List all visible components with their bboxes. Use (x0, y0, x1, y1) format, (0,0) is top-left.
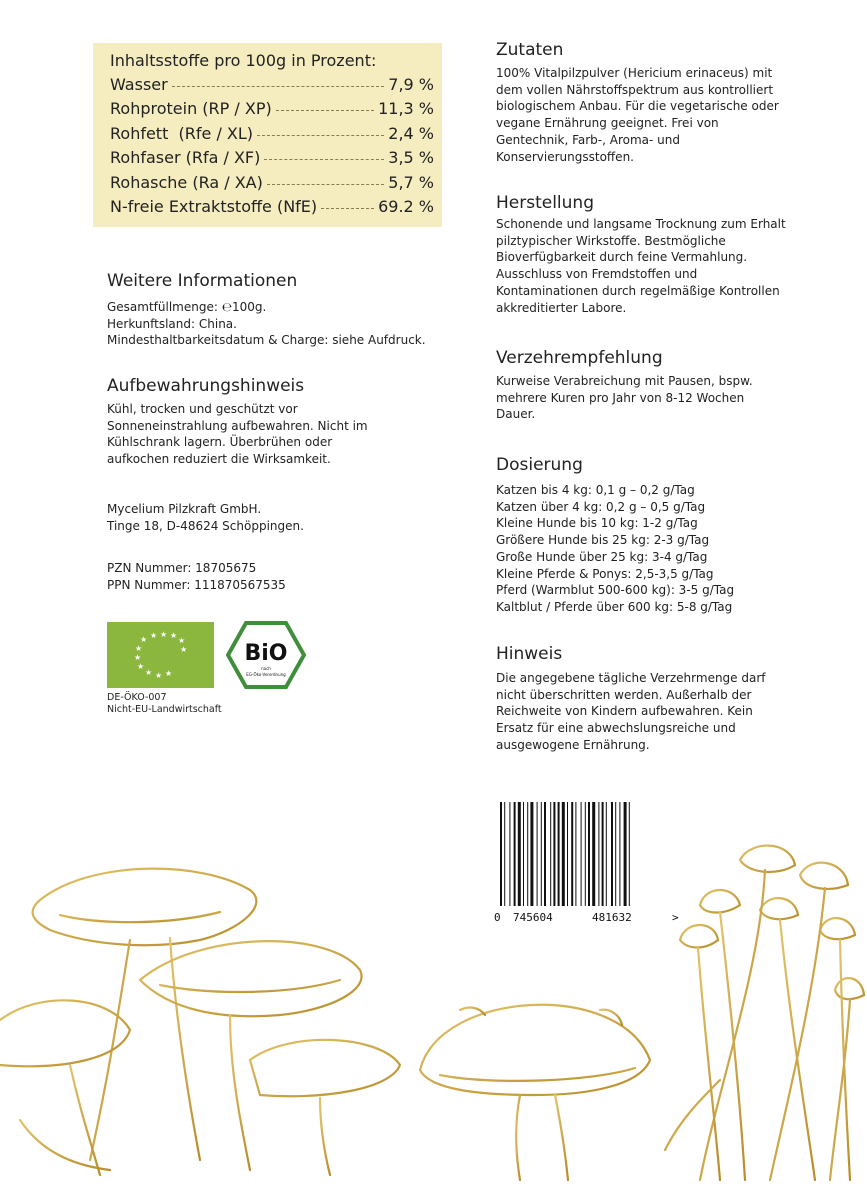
notice-text: Die angegebene tägliche Verzehrmenge darf nicht überschritten werden. Außerhalb der Reichweite von Kindern aufbewahren. Kein Ersatz für eine abwechslungsreiche und ausgewogene Ernährung. (496, 671, 766, 752)
bio-logo-text: BiO (244, 641, 288, 666)
storage-text: Kühl, trocken und geschützt vor Sonneneinstrahlung aufbewahren. Nicht im Kühlschrank lagern. Überbrühen oder aufkochen reduziert die Wirksamkeit. (107, 402, 368, 467)
eu-leaf-stars-icon (107, 622, 214, 688)
mushroom-drawing-icon (0, 820, 867, 1182)
svg-text:★: ★ (137, 662, 145, 671)
eco-control-code: DE-ÖKO-007 (107, 692, 167, 703)
svg-text:★: ★ (140, 635, 148, 644)
pzn-number: PZN Nummer: 18705675 (107, 561, 257, 575)
dosage-list (496, 482, 734, 616)
dosage-line: Katzen bis 4 kg: 0,1 g – 0,2 g/Tag (496, 483, 695, 497)
bio-logo-sub2: EG-Öko-Verordnung (246, 672, 286, 677)
nutrient-value: 7,9 % (388, 75, 434, 94)
fill-amount: Gesamtfüllmenge: ℮100g. (107, 300, 267, 314)
country-of-origin: Herkunftsland: China. (107, 316, 237, 331)
nutrient-row-fiber (110, 146, 434, 170)
recommendation-heading: Verzehrempfehlung (496, 348, 663, 368)
nutrient-value: 5,7 % (388, 172, 434, 192)
dosage-line: Kleine Pferde & Ponys: 2,5-3,5 g/Tag (496, 566, 714, 581)
svg-text:★: ★ (165, 669, 173, 678)
barcode-right-group: 481632 (592, 911, 632, 924)
nutrient-value: 3,5 % (388, 148, 434, 168)
ingredients-heading: Zutaten (496, 40, 564, 60)
barcode-left-group: 745604 (513, 911, 553, 924)
svg-text:★: ★ (170, 631, 178, 640)
nutrient-table-title: Inhaltsstoffe pro 100g in Prozent: (110, 51, 377, 70)
svg-text:★: ★ (135, 644, 143, 653)
svg-text:★: ★ (178, 636, 186, 645)
bio-logo-sub1: nach (261, 666, 271, 671)
svg-text:★: ★ (180, 645, 188, 654)
bio-seal-logo (226, 620, 306, 690)
product-codes (107, 560, 286, 593)
nutrient-value: 11,3 % (378, 99, 434, 119)
nutrient-label: Rohasche (Ra / XA) (110, 172, 263, 192)
nutrient-table (93, 43, 442, 227)
nutrient-row-water (110, 73, 434, 97)
svg-text:★: ★ (155, 671, 163, 680)
company-name: Mycelium Pilzkraft GmbH. (107, 502, 262, 516)
eu-organic-logo (107, 622, 214, 688)
recommendation-text: Kurweise Verabreichung mit Pausen, bspw. mehrere Kuren pro Jahr von 8-12 Wochen Dauer. (496, 374, 753, 422)
dosage-heading: Dosierung (496, 455, 583, 475)
production-heading: Herstellung (496, 193, 594, 213)
leader-dots (172, 86, 385, 87)
info-heading: Weitere Informationen (107, 271, 298, 291)
leader-dots (276, 110, 374, 111)
dosage-line: Kaltblut / Pferde über 600 kg: 5-8 g/Tag (496, 599, 733, 614)
production-text: Schonende und langsame Trocknung zum Erhalt pilztypischer Wirkstoffe. Bestmögliche Bioverfügbarkeit durch feine Vermahlung. Ausschluss von Fremdstoffen und Kontaminationen durch regelmäßige Kontrollen akkreditierter Labore. (496, 217, 786, 315)
nutrient-row-fat (110, 122, 434, 146)
dosage-line: Pferd (Warmblut 500-600 kg): 3-5 g/Tag (496, 583, 735, 598)
leader-dots (257, 135, 384, 136)
nutrient-value: 69.2 % (378, 197, 434, 217)
nutrient-label: Rohprotein (RP / XP) (110, 99, 272, 119)
nutrient-label: Wasser (110, 75, 168, 94)
nutrient-value: 2,4 % (388, 123, 434, 143)
barcode-first-digit: 0 (494, 911, 501, 924)
company-address: Tinge 18, D-48624 Schöppingen. (107, 518, 304, 533)
leader-dots (267, 184, 384, 185)
svg-text:★: ★ (150, 631, 158, 640)
best-before-note: Mindesthaltbarkeitsdatum & Charge: siehe Aufdruck. (107, 333, 426, 348)
dosage-line: Kleine Hunde bis 10 kg: 1-2 g/Tag (496, 516, 698, 531)
nutrient-label: N-freie Extraktstoffe (NfE) (110, 197, 318, 217)
ppn-number: PPN Nummer: 111870567535 (107, 577, 286, 592)
certification-block (107, 692, 222, 715)
svg-text:★: ★ (145, 668, 153, 677)
leader-dots (264, 159, 384, 160)
nutrient-row-nfe (110, 195, 434, 219)
notice-heading: Hinweis (496, 644, 563, 664)
svg-text:★: ★ (134, 653, 142, 662)
nutrient-row-protein (110, 97, 434, 121)
nutrient-row-ash (110, 171, 434, 195)
ingredients-text: 100% Vitalpilzpulver (Hericium erinaceus) mit dem vollen Nährstoffspektrum aus kontrolliert biologischem Anbau. Für die vegetarische oder vegane Ernährung geeignet. Frei von Gentechnik, Farb-, Aroma- und Konservierungsstoffen. (496, 66, 779, 164)
bio-hexagon-icon (226, 620, 306, 690)
svg-text:★: ★ (160, 630, 168, 639)
dosage-line: Katzen über 4 kg: 0,2 g – 0,5 g/Tag (496, 499, 706, 514)
dosage-line: Größere Hunde bis 25 kg: 2-3 g/Tag (496, 533, 710, 548)
nutrient-label: Rohfaser (Rfa / XF) (110, 148, 261, 168)
storage-heading: Aufbewahrungshinweis (107, 376, 305, 396)
leader-dots (321, 208, 374, 209)
mushroom-illustration (0, 820, 867, 1182)
dosage-line: Große Hunde über 25 kg: 3-4 g/Tag (496, 549, 708, 564)
agriculture-origin: Nicht-EU-Landwirtschaft (107, 703, 222, 715)
info-block (107, 299, 467, 349)
nutrient-label: Rohfett (Rfe / XL) (110, 123, 254, 143)
barcode-marker: > (672, 911, 679, 924)
company-block (107, 501, 304, 534)
